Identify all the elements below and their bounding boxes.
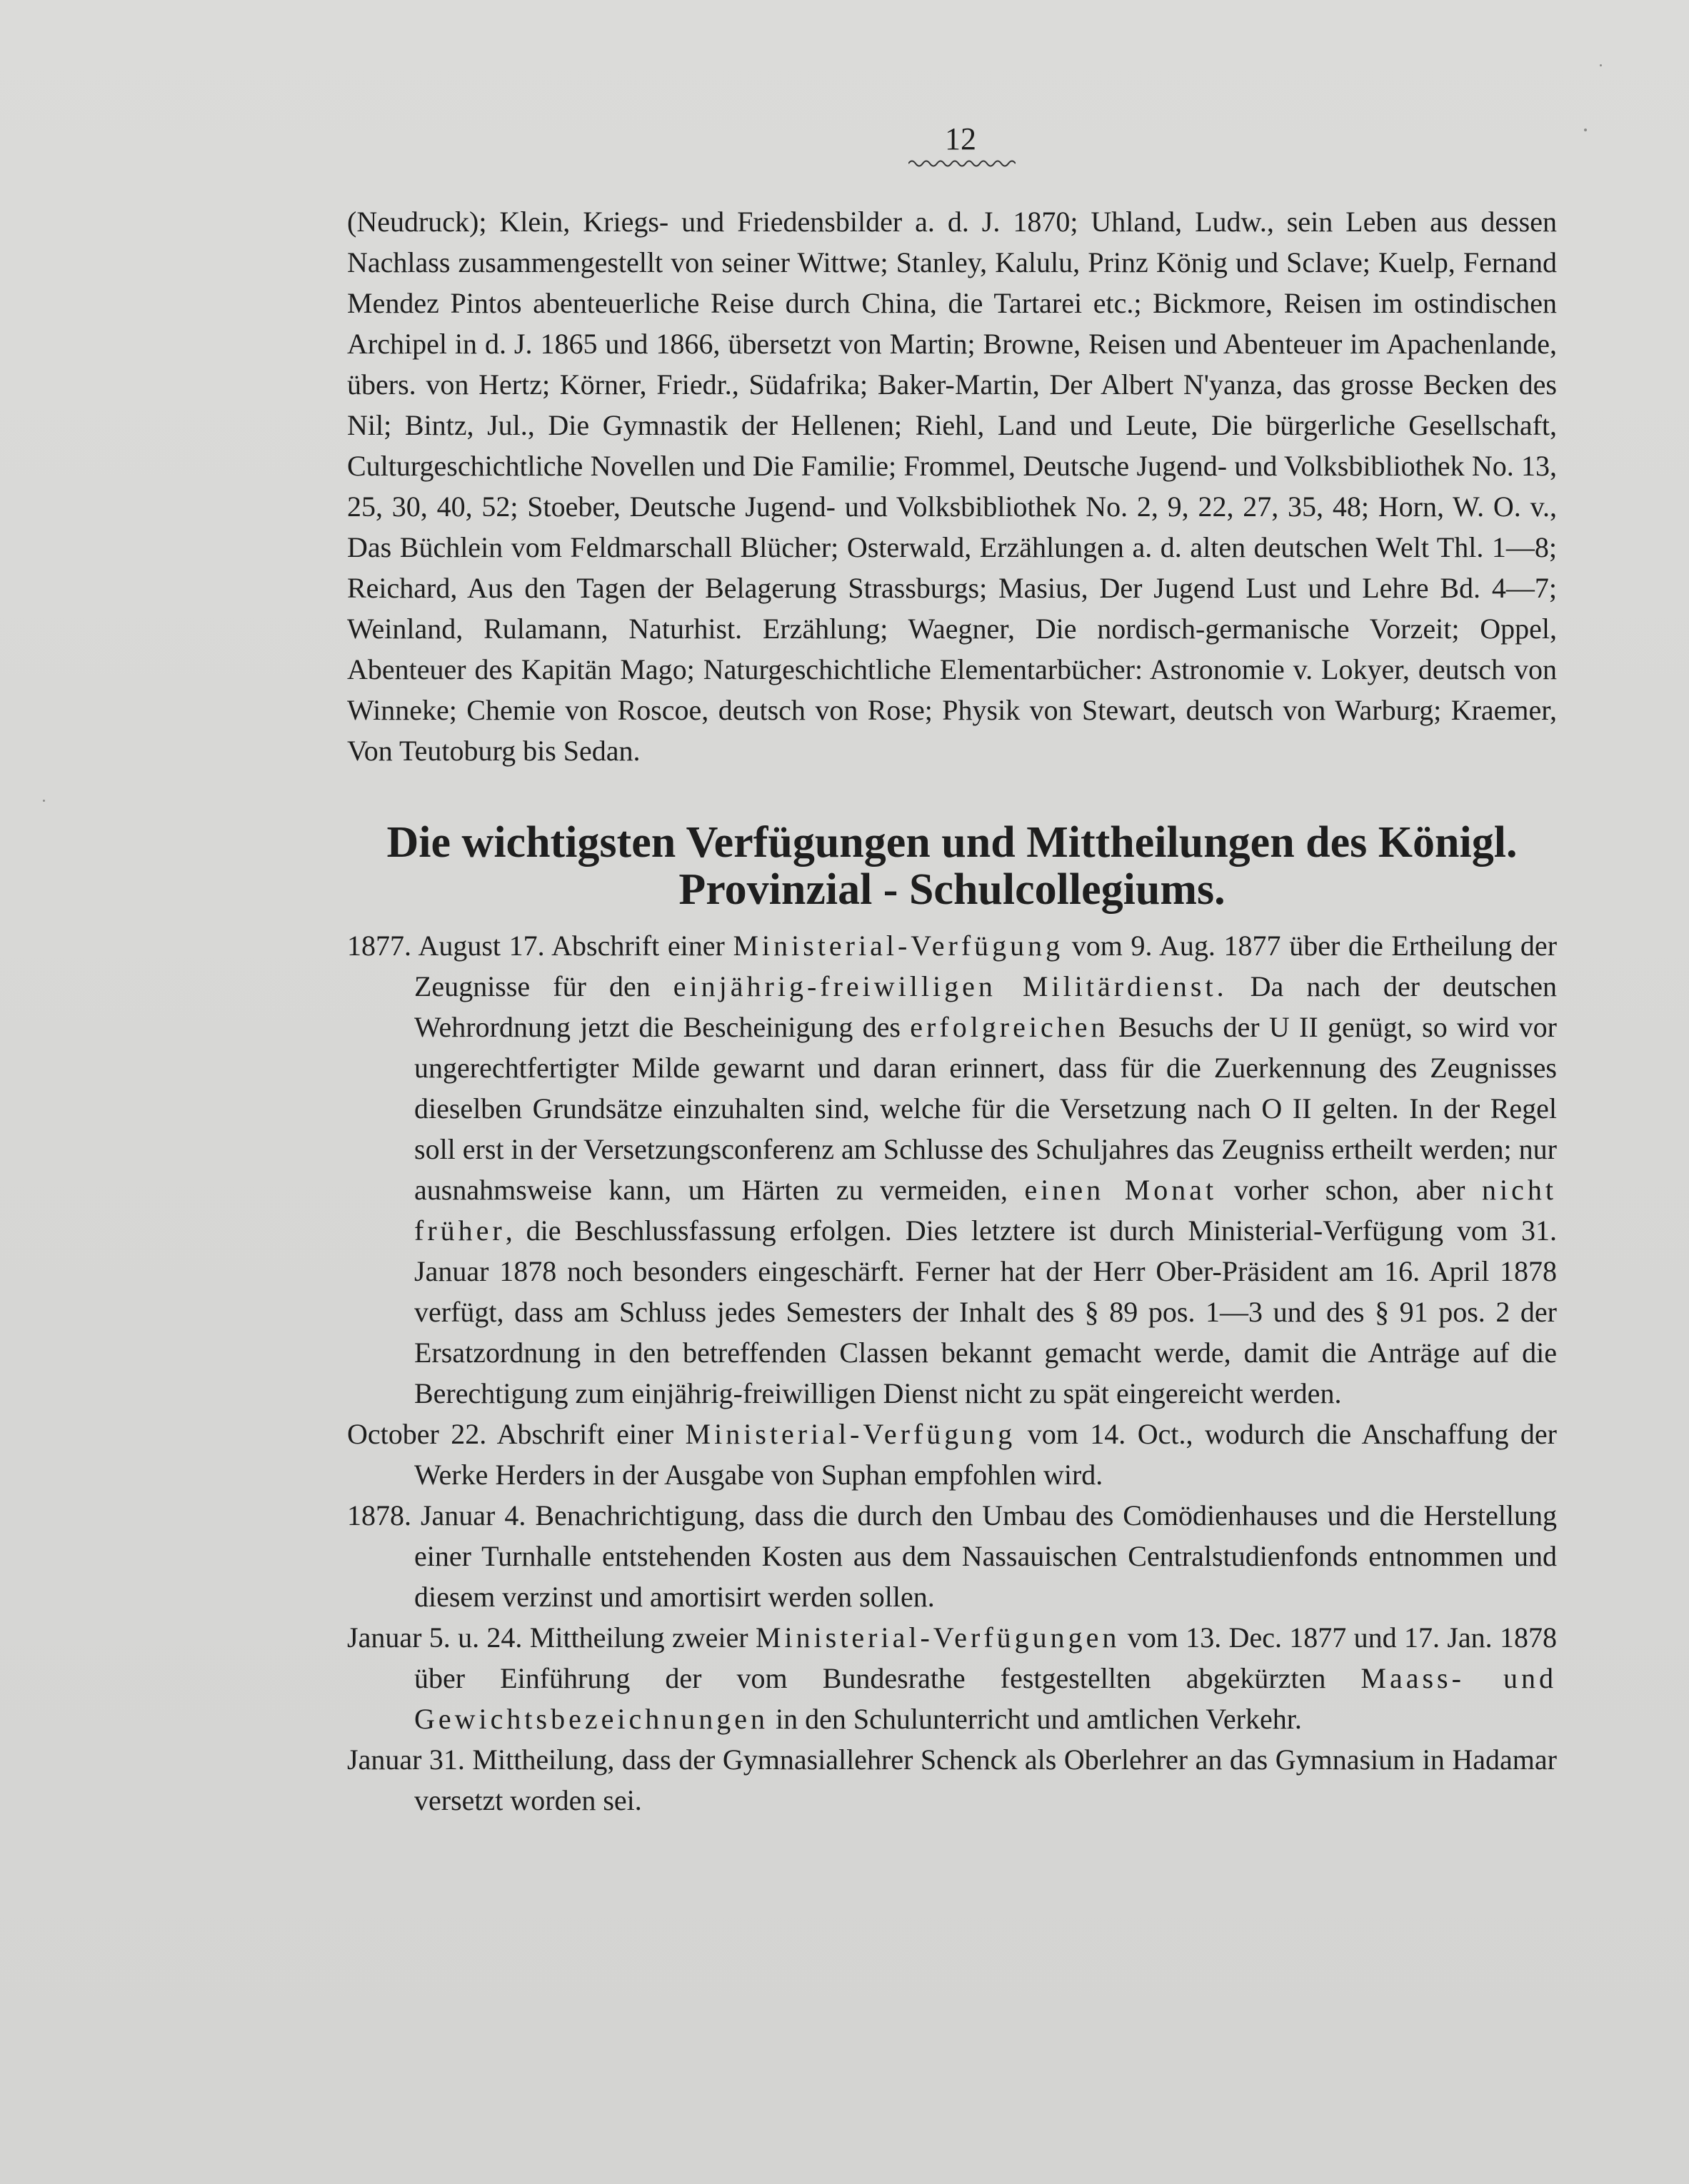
page-number: 12 [945, 121, 976, 156]
decree-entry-october-22 [347, 1414, 1557, 1495]
page-number-ornament [908, 158, 1016, 168]
decree-entry-1878-januar-4 [347, 1495, 1557, 1617]
section-heading-line-2: Provinzial - Schulcollegiums. [678, 865, 1226, 914]
intro-text: (Neudruck); Klein, Kriegs- und Friedensbilder a. d. J. 1870; Uhland, Ludw., sein Leben aus dessen Nachlass zusammengestellt von seiner Wittwe; Stanley, Kalulu, Prinz König und Sclave; Kuelp, Fernand Mendez Pintos abenteuerliche Reise durch China, die Tartarei etc.; Bickmore, Reisen im ostindischen Archipel in d. J. 1865 und 1866, übersetzt von Martin; Browne, Reisen und Abenteuer im Apachenlande, übers. von Hertz; Körner, Friedr., Südafrika; Baker-Martin, Der Albert N'yanza, das grosse Becken des Nil; Bintz, Jul., Die Gymnastik der Hellenen; Riehl, Land und Leute, Die bürgerliche Gesellschaft, Culturgeschichtliche Novellen und Die Familie; Frommel, Deutsche Jugend- und Volksbibliothek No. 13, 25, 30, 40, 52; Stoeber, Deutsche Jugend- und Volksbibliothek No. 2, 9, 22, 27, 35, 48; Horn, W. O. v., Das Büchlein vom Feldmarschall Blücher; Osterwald, Erzählungen a. d. alten deutschen Welt Thl. 1—8; Reichard, Aus den Tagen der Belagerung Strassburgs; Masius, Der Jugend Lust und Lehre Bd. 4—7; Weinland, Rulamann, Naturhist. Erzählung; Waegner, Die nordisch-germanische Vorzeit; Oppel, Abenteuer des Kapitän Mago; Naturgeschichtliche Elementarbücher: Astronomie v. Lokyer, deutsch von Winneke; Chemie von Roscoe, deutsch von Rose; Physik von Stewart, deutsch von Warburg; Kraemer, Von Teutoburg bis Sedan. [347, 206, 1557, 767]
entry-text: Besuchs der U II genügt, so wird vor ungerechtfertigter Milde gewarnt und daran erinnert, dass für die Zuerkennung des Zeugnisses dieselben Grundsätze einzuhalten sind, welche für die Versetzung nach O II gelten. In der Regel soll erst in der Versetzungsconferenz am Schlusse des Schuljahres das Zeugniss ertheilt werden; nur ausnahmsweise kann, um Härten zu vermeiden, [414, 1011, 1558, 1206]
section-heading-line-1: Die wichtigsten Verfügungen und Mittheilungen des Königl. [386, 818, 1518, 867]
entry-spaced-text: Ministerial-Verfügung [733, 930, 1064, 962]
entry-text: vom 14. Oct., wodurch die Anschaffung der Werke Herders in der Ausgabe von Suphan empfohlen wird. [414, 1418, 1557, 1491]
decree-list [347, 925, 1557, 1821]
entry-spaced-text: erfolgreichen [910, 1011, 1109, 1043]
entry-text: , die Beschlussfassung erfolgen. Dies letztere ist durch Ministerial-Verfügung vom 31. Januar 1878 noch besonders eingeschärft. Ferner hat der Herr Ober-Präsident am 16. April 1878 verfügt, dass am Schluss jedes Semesters der Inhalt des § 89 pos. 1—3 und des § 91 pos. 2 der Ersatzordnung in den betreffenden Classen bekannt gemacht werde, damit die Anträge auf die Berechtigung zum einjährig-freiwilligen Dienst nicht zu spät eingereicht werden. [414, 1214, 1557, 1409]
entry-spaced-text: Ministerial-Verfügungen [755, 1621, 1121, 1654]
entry-spaced-text: einen Monat [1024, 1174, 1218, 1206]
entry-spaced-text: einjährig-freiwilligen Militärdienst. [673, 970, 1228, 1002]
entry-text: vorher schon, aber [1217, 1174, 1483, 1206]
entry-text: vom 9. Aug. 1877 über die Ertheilung der Zeugnisse für den [414, 930, 1558, 1002]
scan-speck [1584, 129, 1587, 131]
entry-text: 1877. August 17. Abschrift einer [347, 930, 733, 962]
entry-text: 1878. Januar 4. Benachrichtigung, dass die durch den Umbau des Comödienhauses und die Herstellung einer Turnhalle entstehenden Kosten aus dem Nassauischen Centralstudienfonds entnommen und diesem verzinst und amortisirt werden sollen. [347, 1499, 1557, 1613]
entry-text: October 22. Abschrift einer [347, 1418, 686, 1450]
scan-speck [1600, 64, 1602, 66]
entry-text: Januar 5. u. 24. Mittheilung zweier [347, 1621, 756, 1654]
decree-entry-januar-5-24 [347, 1617, 1557, 1739]
entry-text: in den Schulunterricht und amtlichen Verkehr. [768, 1703, 1302, 1735]
entry-spaced-text: Ministerial-Verfügung [685, 1418, 1016, 1450]
entry-text: Da nach der deutschen Wehrordnung jetzt die Bescheinigung des [414, 970, 1557, 1043]
entry-spaced-text: Maass- und Gewichtsbezeichnungen [414, 1662, 1558, 1735]
entry-text: Januar 31. Mittheilung, dass der Gymnasiallehrer Schenck als Oberlehrer an das Gymnasium in Hadamar versetzt worden sei. [347, 1743, 1557, 1816]
intro-paragraph [347, 201, 1557, 771]
decree-entry-januar-31 [347, 1739, 1557, 1821]
entry-text: vom 13. Dec. 1877 und 17. Jan. 1878 über Einführung der vom Bundesrathe festgestellten abgekürzten [414, 1621, 1558, 1694]
scan-speck [43, 800, 45, 802]
entry-spaced-text: nicht früher [414, 1174, 1557, 1247]
decree-entry-1877-august-17 [347, 925, 1557, 1414]
